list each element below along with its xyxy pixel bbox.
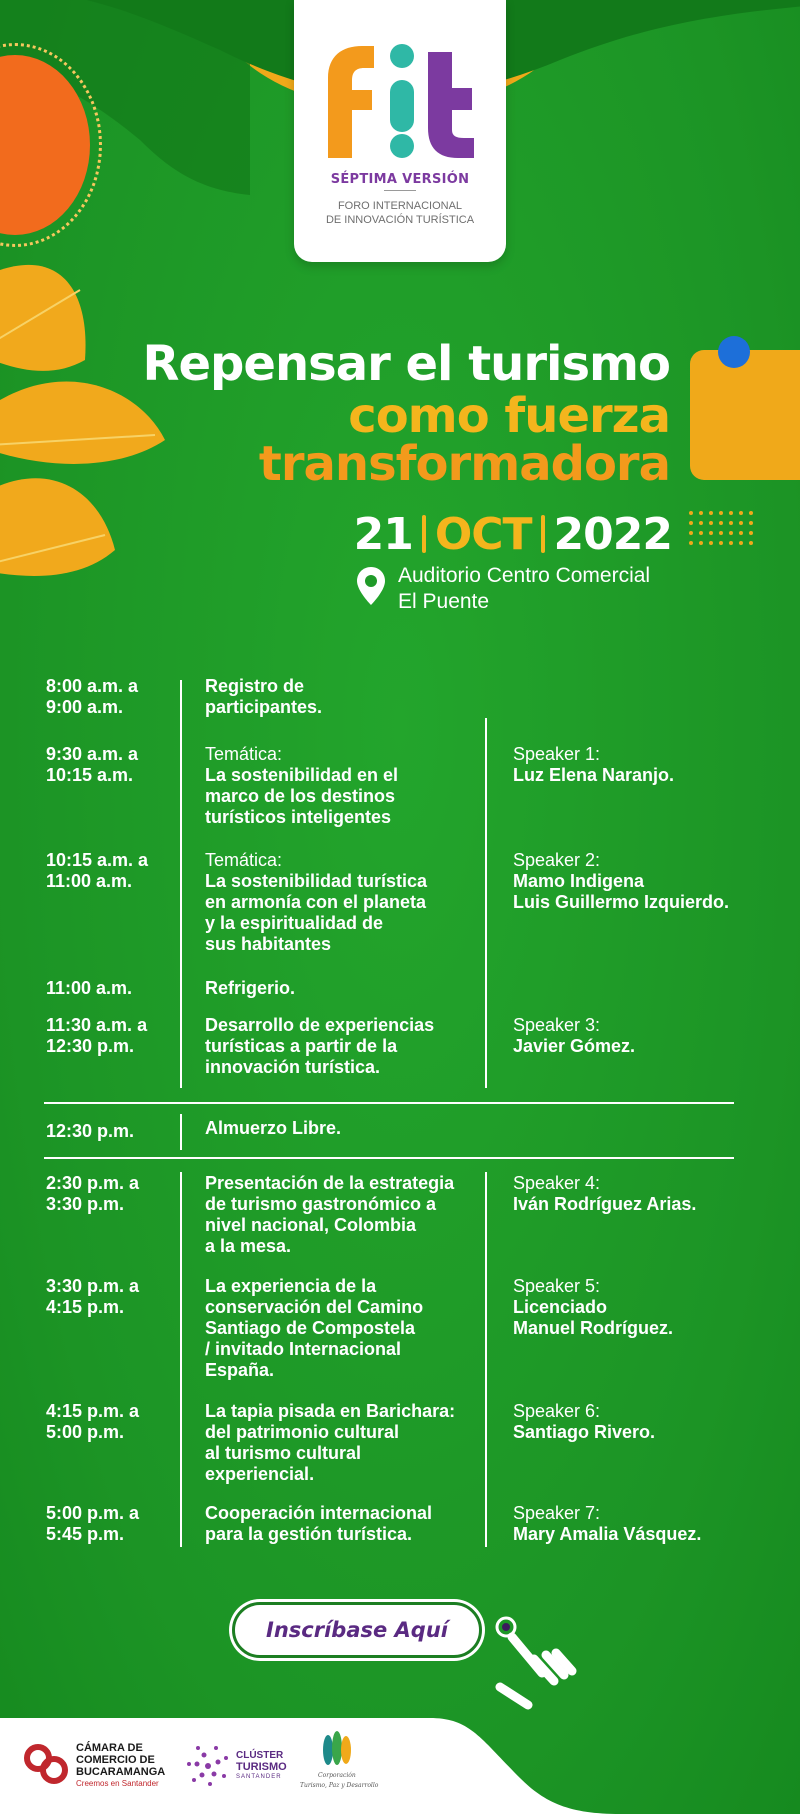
agenda-speaker: Speaker 4: Iván Rodríguez Arias. [513,1173,697,1214]
corporation-name-2: Turismo, Paz y Desarrollo [300,1782,379,1789]
fit-logo-card [294,0,506,262]
agenda-topic: Presentación de la estrategia de turismo gastronómico a nivel nacional, Colombia a la mesa. [205,1173,455,1256]
agenda-topic: La experiencia de la conservación del Camino Santiago de Compostela / invitado Internacional España. [205,1276,424,1380]
agenda-time: 8:00 a.m. a 9:00 a.m. [46,676,139,717]
agenda-divider [485,718,487,1088]
agenda-rule [44,1102,734,1104]
agenda-time: 3:30 p.m. a 4:15 p.m. [46,1276,140,1317]
corporation-logo-icon [316,1728,356,1768]
agenda-rule [44,1157,734,1159]
venue-line-1: Auditorio Centro Comercial [398,564,651,587]
event-date [354,506,672,562]
agenda-speaker: Speaker 1: Luz Elena Naranjo. [513,744,675,785]
agenda-speaker: Speaker 2: Mamo Indigena Luis Guillermo Izquierdo. [513,850,730,912]
agenda-topic: Desarrollo de experiencias turísticas a partir de la innovación turística. [205,1015,435,1077]
pointer-hand-icon [490,1615,580,1715]
ccb-tagline: Creemos en Santander [76,1779,159,1788]
date-separator [422,515,426,553]
cluster-logo-icon [182,1740,234,1792]
agenda-time: 2:30 p.m. a 3:30 p.m. [46,1173,140,1214]
dot-grid-decoration [688,510,758,550]
location-pin-icon [356,566,386,606]
agenda-topic: Almuerzo Libre. [205,1118,342,1138]
ccb-name-1: CÁMARA DE [76,1742,143,1754]
agenda-time: 11:30 a.m. a 12:30 p.m. [46,1015,148,1056]
agenda-topic: Registro de participantes. [205,676,323,717]
headline-line-3: transformadora [258,436,670,492]
agenda-divider [180,680,182,1088]
agenda-time: 4:15 p.m. a 5:00 p.m. [46,1401,140,1442]
agenda-divider [180,1172,182,1547]
date-month: OCT [434,508,532,560]
agenda-time: 12:30 p.m. [46,1121,135,1141]
fit-logo [318,40,484,158]
agenda-time: 10:15 a.m. a 11:00 a.m. [46,850,149,891]
blue-dot-decoration [718,336,750,368]
corporation-name-1: Corporación [318,1772,356,1779]
cluster-name-2: TURISMO [236,1761,287,1773]
ccb-logo-icon [20,1738,72,1790]
agenda-topic: Temática: La sostenibilidad turística en armonía con el planeta y la espiritualidad de sus habitantes [205,850,428,954]
logo-subtitle-1: FORO INTERNACIONAL [337,200,463,212]
agenda-speaker: Speaker 3: Javier Gómez. [513,1015,636,1056]
logo-subtitle-2: DE INNOVACIÓN TURÍSTICA [325,214,475,226]
agenda-divider [485,1172,487,1547]
ccb-name-3: BUCARAMANGA [76,1766,166,1778]
date-separator [541,515,545,553]
agenda-speaker: Speaker 7: Mary Amalia Vásquez. [513,1503,702,1544]
cluster-name-1: CLÚSTER [236,1750,284,1761]
agenda-time: 11:00 a.m. [46,978,133,998]
headline-line-2: como fuerza [348,388,670,444]
cluster-name-3: SANTANDER [236,1774,282,1780]
agenda-speaker: Speaker 5: Licenciado Manuel Rodríguez. [513,1276,674,1338]
agenda-topic: Refrigerio. [205,978,296,998]
venue-line-2: El Puente [398,590,490,613]
agenda-divider [180,1114,182,1150]
agenda-topic: Temática: La sostenibilidad en el marco de los destinos turísticos inteligentes [205,744,399,827]
agenda-speaker: Speaker 6: Santiago Rivero. [513,1401,656,1442]
ccb-name-2: COMERCIO DE [76,1754,155,1766]
agenda-topic: Cooperación internacional para la gestión turística. [205,1503,433,1544]
yellow-square-decoration [690,350,800,480]
date-year: 2022 [553,508,672,560]
agenda-topic: La tapia pisada en Barichara: del patrimonio cultural al turismo cultural experiencial. [205,1401,456,1484]
date-day: 21 [353,508,413,560]
agenda-time: 9:30 a.m. a 10:15 a.m. [46,744,139,785]
leaves-decoration [0,250,180,610]
register-button[interactable]: Inscríbase Aquí [232,1602,482,1658]
headline-line-1: Repensar el turismo [142,336,670,392]
logo-version: SÉPTIMA VERSIÓN [330,172,470,187]
logo-divider [384,190,416,194]
agenda-time: 5:00 p.m. a 5:45 p.m. [46,1503,140,1544]
